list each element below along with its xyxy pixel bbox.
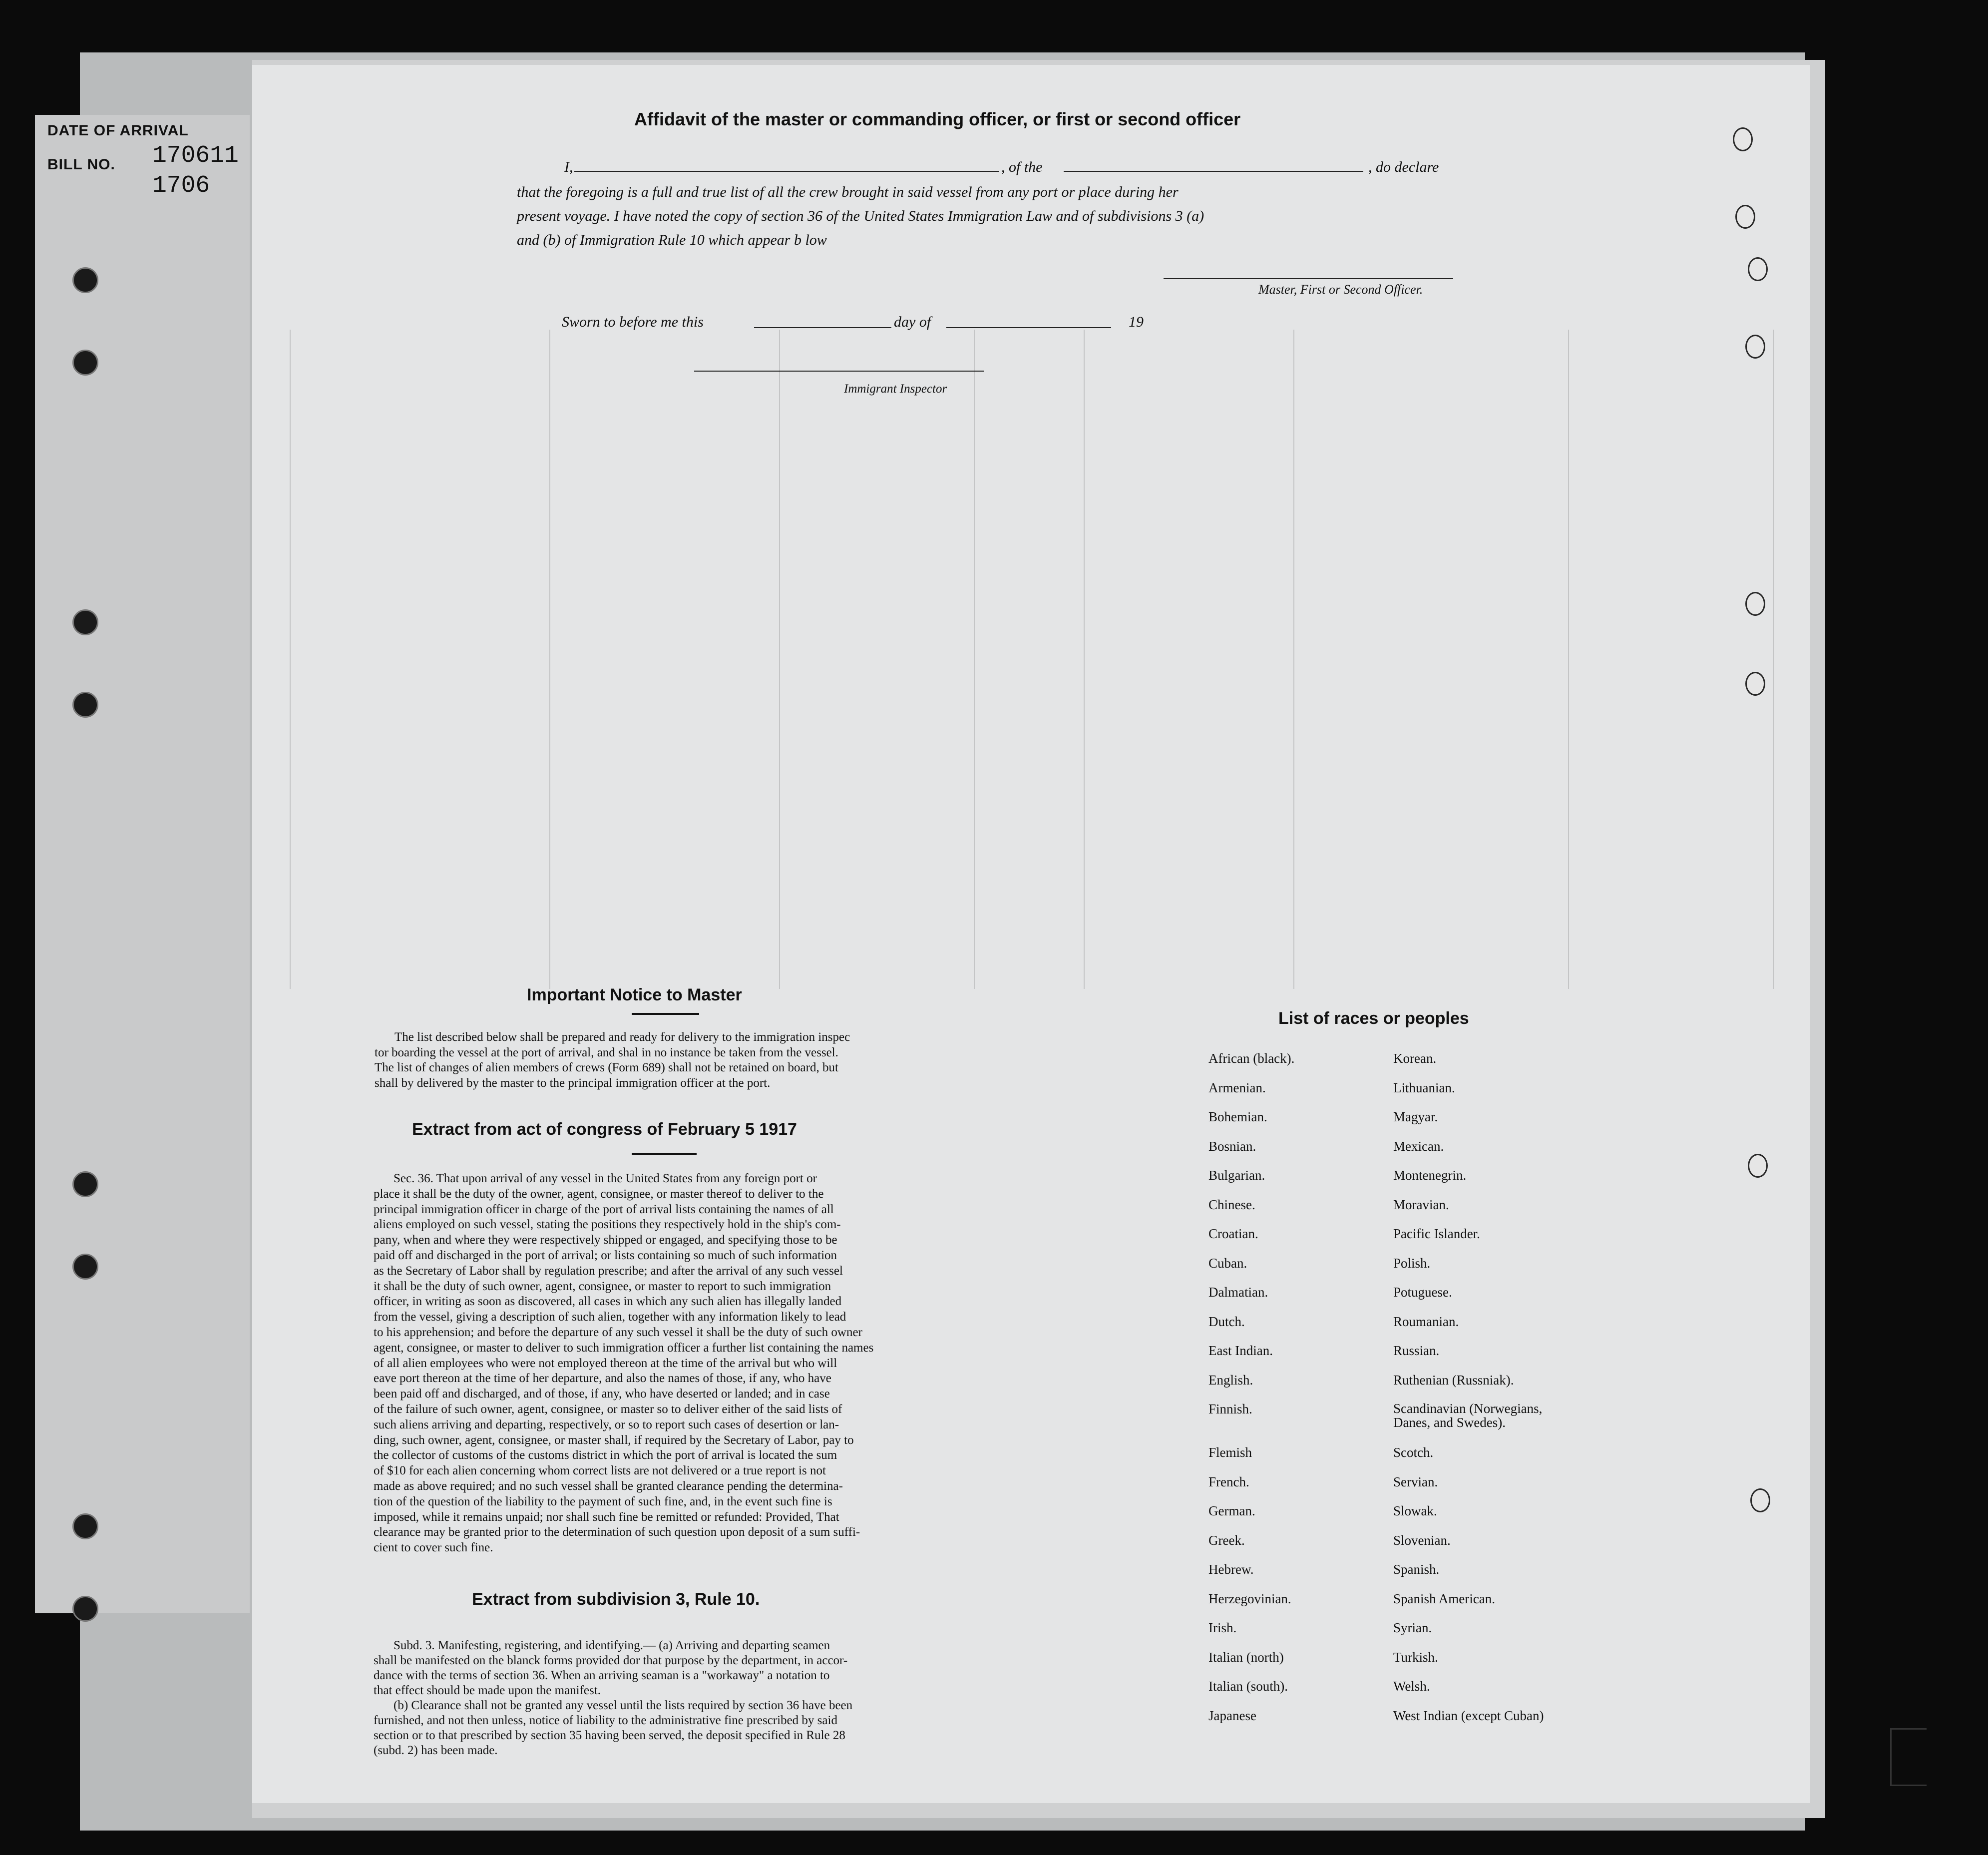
punch-hole <box>1750 1488 1770 1512</box>
rule-line: shall be manifested on the blanck forms provided dor that purpose by the department, in accor- <box>374 1654 848 1667</box>
race-right: Scandinavian (Norwegians, Danes, and Swedes). <box>1393 1401 1543 1430</box>
punch-hole <box>72 1513 98 1539</box>
bleed-through-rule <box>974 330 975 989</box>
act-line: Sec. 36. That upon arrival of any vessel in the United States from any foreign port or <box>394 1172 817 1185</box>
act-line: made as above required; and no such vessel shall be granted clearance pending the determina- <box>374 1479 843 1493</box>
race-left: Bosnian. <box>1208 1139 1256 1154</box>
race-left: Greek. <box>1208 1533 1245 1548</box>
affidavit-declare: , do declare <box>1368 159 1439 175</box>
rule-line: (subd. 2) has been made. <box>374 1744 498 1757</box>
act-line: cient to cover such fine. <box>374 1541 493 1555</box>
bleed-through-rule <box>779 330 780 989</box>
bill-number-repeat: 1706 <box>152 172 210 199</box>
punch-hole <box>72 1596 98 1622</box>
act-line: aliens employed on such vessel, stating the positions they respectively hold in the ship's com- <box>374 1218 841 1232</box>
race-right: Lithuanian. <box>1393 1080 1455 1095</box>
act-line: tion of the question of the liability to the payment of such fine, and, in the event such fine is <box>374 1494 832 1508</box>
race-right: Syrian. <box>1393 1620 1432 1635</box>
race-left: English. <box>1208 1373 1253 1388</box>
rule-line: dance with the terms of section 36. When an arriving seaman is a "workaway" a notation to <box>374 1669 830 1682</box>
race-right: Turkish. <box>1393 1650 1438 1665</box>
race-right: Polish. <box>1393 1256 1431 1271</box>
race-right: Slovenian. <box>1393 1533 1451 1548</box>
act-line: clearance may be granted prior to the determination of such question upon deposit of a sum suffi- <box>374 1525 860 1539</box>
act-line: such aliens arriving and departing, respectively, or so to report such cases of desertion or lan- <box>374 1417 839 1431</box>
rule-line: Subd. 3. Manifesting, registering, and identifying.— (a) Arriving and departing seamen <box>394 1639 830 1652</box>
race-right: Mexican. <box>1393 1139 1444 1154</box>
rule-text <box>374 1638 958 1758</box>
name-blank <box>574 171 999 172</box>
punch-hole <box>72 350 98 376</box>
race-left: French. <box>1208 1474 1249 1489</box>
race-left: Flemish <box>1208 1445 1252 1460</box>
punch-hole <box>72 1171 98 1197</box>
punch-hole <box>72 692 98 718</box>
notice-line: shall by delivered by the master to the principal immigration officer at the port. <box>375 1076 771 1090</box>
affidavit-i: I, <box>564 159 573 175</box>
act-line: it shall be the duty of such owner, agent, consignee, or master to report to such immigration <box>374 1279 831 1293</box>
race-left: Bulgarian. <box>1208 1168 1265 1183</box>
notice-line: The list described below shall be prepared and ready for delivery to the immigration inspec <box>395 1030 850 1044</box>
master-signature-line <box>1164 278 1453 279</box>
inspector-signature-line <box>694 371 984 372</box>
affidavit-of-the: , of the <box>1001 159 1043 175</box>
punch-hole <box>1735 205 1755 229</box>
race-right: Russian. <box>1393 1343 1440 1358</box>
race-left: African (black). <box>1208 1051 1295 1066</box>
arrival-stamp <box>47 122 239 207</box>
sworn-day-of: day of <box>894 314 931 330</box>
race-right: Welsh. <box>1393 1679 1430 1694</box>
race-left: Hebrew. <box>1208 1562 1254 1577</box>
act-title: Extract from act of congress of February 5 1917 <box>412 1120 797 1139</box>
race-left: East Indian. <box>1208 1343 1273 1358</box>
punch-hole <box>1748 257 1768 281</box>
race-left: Finnish. <box>1208 1401 1252 1416</box>
race-right: West Indian (except Cuban) <box>1393 1708 1544 1723</box>
bleed-through-rule <box>1293 330 1294 989</box>
race-right: Servian. <box>1393 1474 1438 1489</box>
notice-title: Important Notice to Master <box>527 985 742 1004</box>
inspector-label: Immigrant Inspector <box>844 382 947 396</box>
sworn-day-blank <box>754 327 891 328</box>
race-right: Ruthenian (Russniak). <box>1393 1373 1514 1388</box>
race-left: Herzegovinian. <box>1208 1591 1291 1606</box>
race-left: Dalmatian. <box>1208 1285 1268 1300</box>
race-right: Potuguese. <box>1393 1285 1452 1300</box>
rule-line: furnished, and not then unless, notice of liability to the administrative fine prescribed by said <box>374 1714 837 1727</box>
act-line: been paid off and discharged, and of those, if any, who have deserted or landed; and in case <box>374 1387 830 1401</box>
punch-hole <box>1745 672 1765 696</box>
date-of-arrival-label: DATE OF ARRIVAL <box>47 122 189 139</box>
race-left: Italian (north) <box>1208 1650 1284 1665</box>
act-line: from the vessel, giving a description of such alien, together with any information likely to lead <box>374 1310 846 1324</box>
rule-title: Extract from subdivision 3, Rule 10. <box>472 1590 760 1609</box>
race-right: Montenegrin. <box>1393 1168 1467 1183</box>
race-right: Roumanian. <box>1393 1314 1459 1329</box>
race-left: Croatian. <box>1208 1226 1258 1241</box>
bleed-through-rule <box>1568 330 1569 989</box>
act-line: of all alien employees who were not employed thereon at the time of the arrival but who will <box>374 1356 837 1370</box>
left-stub-sheet <box>35 115 250 1613</box>
race-left: Chinese. <box>1208 1197 1255 1212</box>
punch-hole <box>1748 1154 1768 1178</box>
race-left: German. <box>1208 1503 1255 1518</box>
act-line: paid off and discharged in the port of arrival; or lists containing so much of such information <box>374 1248 837 1262</box>
bleed-through-rule <box>290 330 291 989</box>
act-line: ding, such owner, agent, consignee, or master shall, if required by the Secretary of Labor, pay to <box>374 1433 854 1447</box>
bill-no-label: BILL NO. <box>47 156 115 173</box>
corner-mark <box>1890 1728 1927 1786</box>
race-left: Bohemian. <box>1208 1109 1267 1124</box>
punch-hole <box>72 609 98 635</box>
vessel-blank <box>1064 171 1363 172</box>
race-left: Dutch. <box>1208 1314 1245 1329</box>
race-left: Japanese <box>1208 1708 1256 1723</box>
affidavit-title: Affidavit of the master or commanding officer, or first or second officer <box>634 109 1241 129</box>
master-signature-label: Master, First or Second Officer. <box>1258 282 1423 297</box>
rule-line: (b) Clearance shall not be granted any vessel until the lists required by section 36 have been <box>394 1699 853 1712</box>
race-right: Korean. <box>1393 1051 1437 1066</box>
bleed-through-rule <box>549 330 550 989</box>
bleed-through-rule <box>1084 330 1085 989</box>
act-line: of the failure of such owner, agent, consignee, or master so to deliver either of the said lists of <box>374 1402 842 1416</box>
act-line: to his apprehension; and before the departure of any such vessel it shall be the duty of such owner <box>374 1325 862 1339</box>
notice-text <box>375 1030 956 1091</box>
bleed-through-rule <box>1773 330 1774 989</box>
affidavit-line-3: present voyage. I have noted the copy of section 36 of the United States Immigration Law and of subdivisions 3 (a) <box>517 208 1204 224</box>
act-line: place it shall be the duty of the owner, agent, consignee, or master thereof to deliver to the <box>374 1187 824 1201</box>
sworn-month-blank <box>946 327 1111 328</box>
race-left: Italian (south). <box>1208 1679 1288 1694</box>
act-text <box>374 1171 958 1556</box>
rule-line: section or to that prescribed by section 35 having been served, the deposit specified in Rule 28 <box>374 1729 845 1742</box>
race-right: Moravian. <box>1393 1197 1449 1212</box>
sworn-year: 19 <box>1129 314 1144 330</box>
race-right: Spanish American. <box>1393 1591 1495 1606</box>
race-left: Irish. <box>1208 1620 1237 1635</box>
punch-hole <box>72 267 98 293</box>
races-title: List of races or peoples <box>1278 1009 1469 1028</box>
race-left: Armenian. <box>1208 1080 1266 1095</box>
punch-hole <box>1745 592 1765 616</box>
act-line: eave port thereon at the time of her departure, and also the names of those, if any, who have <box>374 1372 831 1386</box>
act-line: principal immigration officer in charge of the port of arrival lists containing the names of all <box>374 1202 834 1216</box>
punch-hole <box>72 1254 98 1280</box>
race-right: Scotch. <box>1393 1445 1434 1460</box>
title-rule <box>632 1013 699 1015</box>
punch-hole <box>1733 127 1753 151</box>
affidavit-line-2: that the foregoing is a full and true list of all the crew brought in said vessel from any port or place during her <box>517 184 1179 200</box>
act-line: officer, in writing as soon as discovered, all cases in which any such alien has illegally landed <box>374 1295 842 1309</box>
race-right: Magyar. <box>1393 1109 1438 1124</box>
notice-line: tor boarding the vessel at the port of arrival, and shal in no instance be taken from the vessel. <box>375 1045 838 1059</box>
race-left: Cuban. <box>1208 1256 1247 1271</box>
act-line: pany, when and where they were respectively shipped or engaged, and specifying those to be <box>374 1233 837 1247</box>
race-right: Slowak. <box>1393 1503 1437 1518</box>
act-line: as the Secretary of Labor shall by regulation prescribe; and after the arrival of any such vessel <box>374 1264 843 1278</box>
race-right: Pacific Islander. <box>1393 1226 1480 1241</box>
act-line: imposed, while it remains unpaid; nor shall such fine be remitted or refunded: Provided, That <box>374 1510 839 1524</box>
act-line: the collector of customs of the customs district in which the port of arrival is located the sum <box>374 1448 837 1462</box>
race-right: Spanish. <box>1393 1562 1440 1577</box>
affidavit-line-4: and (b) of Immigration Rule 10 which appear b low <box>517 232 827 248</box>
bill-number: 170611 <box>152 142 239 169</box>
act-line: of $10 for each alien concerning whom correct lists are not delivered or a true report is not <box>374 1464 826 1478</box>
punch-hole <box>1745 335 1765 359</box>
rule-line: that effect should be made upon the manifest. <box>374 1684 601 1697</box>
notice-line: The list of changes of alien members of crews (Form 689) shall not be retained on board, but <box>375 1061 838 1074</box>
title-rule <box>632 1153 697 1155</box>
act-line: agent, consignee, or master to deliver to such immigration officer a further list containing the names <box>374 1341 874 1355</box>
sworn-text: Sworn to before me this <box>562 314 704 330</box>
